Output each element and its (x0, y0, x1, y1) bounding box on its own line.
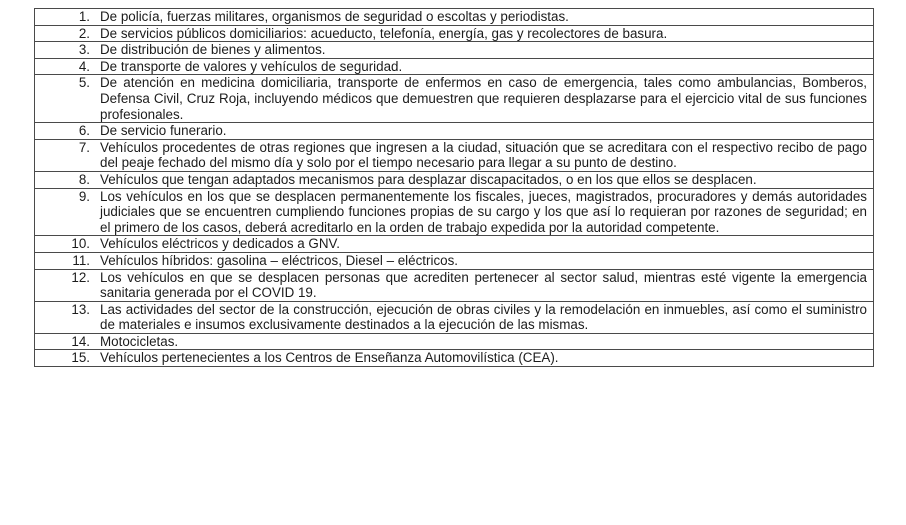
item-number: 2. (78, 25, 90, 41)
item-text: Los vehículos en los que se desplacen permanentemente los fiscales, jueces, magistrados, procuradores y demás autoridades judiciales que se encuentren cumpliendo funciones propias de su cargo y los que así lo requieran por razones de seguridad; en el primero de los casos, deberá acreditarlo en la orden de trabajo expedida por la autoridad competente. (100, 188, 867, 235)
item-text: De transporte de valores y vehículos de seguridad. (100, 58, 403, 74)
item-text: De servicio funerario. (100, 123, 227, 139)
table-row (35, 58, 874, 75)
table-row (35, 188, 874, 236)
item-number: 10. (71, 236, 90, 252)
item-text: De servicios públicos domiciliarios: acueducto, telefonía, energía, gas y recolectores de basura. (100, 25, 668, 41)
table-row (35, 139, 874, 171)
item-number: 4. (78, 58, 90, 74)
item-number: 3. (78, 42, 90, 58)
item-text: Las actividades del sector de la construcción, ejecución de obras civiles y la remodelación en inmuebles, así como el suministro de materiales e insumos exclusivamente destinados a la ejecución de las mismas. (100, 301, 867, 333)
table-row (35, 350, 874, 367)
item-text: Los vehículos en que se desplacen personas que acrediten pertenecer al sector salud, mientras esté vigente la emergencia sanitaria generada por el COVID 19. (100, 269, 867, 301)
table-row (35, 301, 874, 333)
table-row (35, 9, 874, 26)
table-row (35, 171, 874, 188)
item-number: 5. (78, 75, 90, 91)
table-row (35, 333, 874, 350)
table-row (35, 123, 874, 140)
item-text: Vehículos eléctricos y dedicados a GNV. (100, 236, 340, 252)
item-text: Vehículos procedentes de otras regiones que ingresen a la ciudad, situación que se acreditara con el respectivo recibo de pago del peaje fechado del mismo día y solo por el tiempo necesario para llegar a su punto de destino. (100, 139, 867, 171)
item-number: 9. (78, 188, 90, 204)
item-number: 7. (78, 139, 90, 155)
item-text: De policía, fuerzas militares, organismos de seguridad o escoltas y periodistas. (100, 9, 569, 24)
item-number: 13. (71, 301, 90, 317)
table-row (35, 252, 874, 269)
table-row (35, 236, 874, 253)
table-row (35, 269, 874, 301)
item-number: 12. (71, 269, 90, 285)
item-text: Vehículos híbridos: gasolina – eléctricos, Diesel – eléctricos. (100, 252, 459, 268)
item-number: 1. (78, 9, 90, 24)
item-number: 14. (71, 333, 90, 349)
item-text: De distribución de bienes y alimentos. (100, 42, 326, 58)
item-number: 11. (72, 252, 90, 268)
item-number: 6. (78, 123, 90, 139)
table-row (35, 42, 874, 59)
item-text: Vehículos que tengan adaptados mecanismos para desplazar discapacitados, o en los que ellos se desplacen. (100, 171, 757, 187)
exemptions-table (34, 8, 874, 367)
item-text: Motocicletas. (100, 333, 179, 349)
item-number: 15. (71, 350, 90, 366)
table-row (35, 25, 874, 42)
table-row (35, 75, 874, 123)
item-text: Vehículos pertenecientes a los Centros de Enseñanza Automovilística (CEA). (100, 350, 559, 366)
item-text: De atención en medicina domiciliaria, transporte de enfermos en caso de emergencia, tales como ambulancias, Bomberos, Defensa Civil, Cruz Roja, incluyendo médicos que demuestren que requieren desplazarse para el ejercicio vital de sus funciones profesionales. (100, 75, 867, 122)
item-number: 8. (78, 171, 90, 187)
